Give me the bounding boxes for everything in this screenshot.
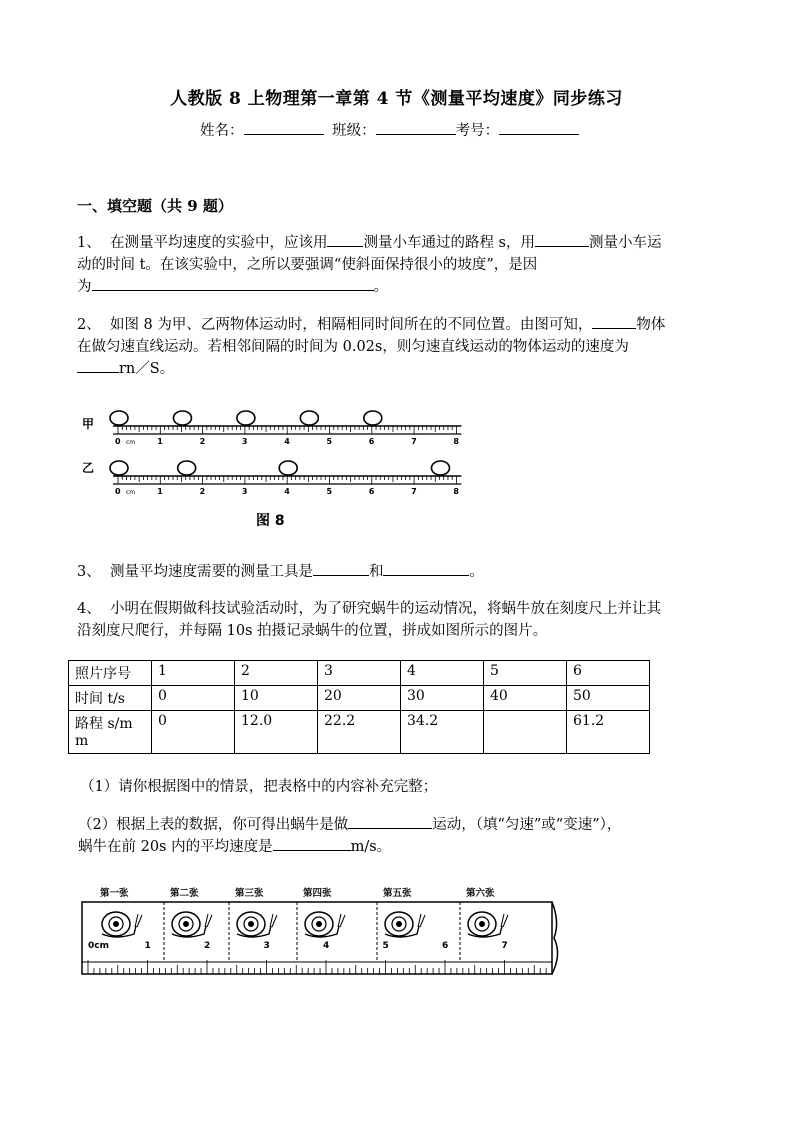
q2-line-3: rn／S。: [119, 361, 175, 377]
q1-text-1: 在测量平均速度的实验中，应该用: [109, 235, 328, 251]
class-label: 班级：: [332, 123, 376, 139]
snail-icon: [102, 912, 142, 937]
object-jia-position: [173, 411, 191, 425]
table-cell: 0: [152, 686, 235, 711]
q1-text-3: 测量小车运: [589, 235, 662, 251]
object-yi-position: [178, 461, 196, 475]
q1-text-2: 测量小车通过的路程 s，用: [363, 235, 536, 251]
jia-tick-label: 1: [157, 437, 163, 446]
jia-tick-label: 0: [115, 437, 121, 446]
table-cell: 10: [235, 686, 318, 711]
fig8-ruler-jia: [110, 411, 461, 446]
q2-text-1: 如图 8 为甲、乙两物体运动时，相隔相同时间所在的不同位置。由图可知，: [109, 317, 593, 333]
yi-tick-label: 5: [326, 487, 333, 496]
table-cell: 3: [318, 661, 401, 686]
snail-shell-center: [183, 921, 189, 927]
fig8-caption: 图 8: [256, 513, 285, 529]
snail-ruler-tick-label: 4: [323, 941, 330, 951]
name-field[interactable]: [244, 119, 324, 135]
q4-line-1: 小明在假期做科技试验活动时，为了研究蜗牛的运动情况，将蜗牛放在刻度尺上并让其: [109, 601, 661, 617]
snail-ruler-tick-label: 1: [144, 941, 151, 951]
table-cell: 20: [318, 686, 401, 711]
snail-shell-center: [396, 921, 402, 927]
fig8-label-jia: 甲: [82, 417, 95, 431]
object-jia-position: [237, 411, 255, 425]
name-label: 姓名：: [200, 123, 244, 139]
snail-data-table: [68, 660, 650, 754]
q1-blank-3[interactable]: [92, 276, 374, 291]
table-row: [69, 711, 650, 754]
jia-tick-label: 5: [326, 437, 333, 446]
yi-tick-label: 2: [199, 487, 206, 496]
snail-photo-label: 第二张: [170, 888, 199, 899]
snail-icon: [305, 912, 345, 937]
snail-ruler-tick-label: 3: [263, 941, 270, 951]
q2-text-2: 物体: [636, 317, 666, 333]
table-row: [69, 686, 650, 711]
table-cell: 12.0: [235, 711, 318, 754]
jia-tick-label: 2: [199, 437, 206, 446]
q4-sub-1: （1）请你根据图中的情景，把表格中的内容补充完整；: [80, 779, 438, 795]
snail-icon: [172, 912, 212, 937]
object-yi-position: [279, 461, 297, 475]
table-cell: 照片序号: [69, 661, 152, 686]
yi-unit-label: cm: [126, 489, 136, 496]
q4-number: 4、: [77, 601, 101, 617]
object-jia-position: [364, 411, 382, 425]
snail-photo-label: 第五张: [383, 888, 412, 899]
q4-blank-speed[interactable]: [273, 836, 351, 851]
table-cell: 5: [484, 661, 567, 686]
snail-photo-label: 第六张: [466, 888, 495, 899]
table-cell: [484, 711, 567, 754]
jia-tick-label: 6: [368, 437, 375, 446]
fig8-ruler-yi: [110, 461, 461, 496]
table-cell: 时间 t/s: [69, 686, 152, 711]
q2-line-2: 在做匀速直线运动。若相邻间隔的时间为 0.02s，则匀速直线运动的物体运动的速度为: [77, 339, 629, 355]
snail-photo-labels: [100, 887, 495, 899]
table-cell: 4: [401, 661, 484, 686]
object-yi-position: [110, 461, 128, 475]
exam-no-label: 考号：: [455, 123, 500, 139]
table-cell: 0: [152, 711, 235, 754]
table-cell: 22.2: [318, 711, 401, 754]
q3-text-3: 。: [469, 564, 484, 580]
yi-tick-label: 1: [157, 487, 163, 496]
snail-ruler-figure: [78, 882, 578, 982]
jia-unit-label: cm: [126, 439, 136, 446]
table-cell: 30: [401, 686, 484, 711]
q4-sub2-text-1: （2）根据上表的数据，你可得出蜗牛是做: [78, 817, 349, 833]
q4-line-2: 沿刻度尺爬行，并每隔 10s 拍摄记录蜗牛的位置，拼成如图所示的图片。: [77, 623, 548, 639]
yi-tick-label: 8: [453, 487, 459, 496]
exam-no-field[interactable]: [499, 119, 579, 135]
snail-shell-center: [113, 921, 119, 927]
snail-photo-label: 第三张: [235, 888, 264, 899]
yi-tick-label: 4: [284, 487, 290, 496]
q2-number: 2、: [77, 317, 101, 333]
snail-ruler-tick-label: 6: [442, 941, 449, 951]
snail-ruler-tick-label: 7: [501, 941, 508, 951]
snail-shell-center: [479, 921, 485, 927]
q1-number: 1、: [77, 235, 101, 251]
q4-sub2-text-3: 蜗牛在前 20s 内的平均速度是: [78, 839, 273, 855]
q3-blank-2[interactable]: [383, 561, 469, 576]
table-cell-empty[interactable]: 34.2: [401, 711, 484, 754]
q1-blank-1[interactable]: [327, 232, 363, 247]
jia-tick-label: 8: [453, 437, 459, 446]
snail-ruler-tick-label: 5: [382, 941, 389, 951]
class-field[interactable]: [376, 119, 456, 135]
table-cell: 6: [567, 661, 650, 686]
table-cell: 2: [235, 661, 318, 686]
q2-blank-2[interactable]: [77, 358, 119, 373]
jia-tick-label: 4: [284, 437, 290, 446]
q1-blank-2[interactable]: [535, 232, 589, 247]
snail-shell-center: [316, 921, 322, 927]
table-cell: 40: [484, 686, 567, 711]
q3-text-2: 和: [368, 564, 384, 580]
snail-shell-center: [248, 921, 254, 927]
yi-tick-label: 0: [115, 487, 121, 496]
yi-tick-label: 3: [241, 487, 248, 496]
figure-8: [78, 400, 478, 535]
jia-tick-label: 7: [411, 437, 417, 446]
object-jia-position: [300, 411, 318, 425]
table-cell: 路程 s/mm: [69, 711, 152, 754]
q1-line-3-suffix: 。: [373, 279, 388, 295]
page-title: 人教版 8 上物理第一章第 4 节《测量平均速度》同步练习: [170, 89, 623, 109]
question-3: [77, 561, 727, 583]
snail-photo-label: 第四张: [303, 888, 332, 899]
q4-blank-motion[interactable]: [348, 814, 432, 829]
q4-sub2-text-2: 运动，（填“匀速”或“变速”），: [432, 817, 622, 833]
table-cell: 61.2: [567, 711, 650, 754]
snail-icon: [385, 912, 425, 937]
q2-blank-1[interactable]: [592, 314, 636, 329]
q1-line-3-prefix: 为: [77, 279, 92, 295]
q4-sub-2: [78, 814, 758, 858]
question-1: [77, 232, 727, 298]
q3-text-1: 测量平均速度需要的测量工具是: [109, 564, 313, 580]
table-cell: 1: [152, 661, 235, 686]
snail-photo-label: 第一张: [100, 888, 129, 899]
snail-ruler-tick-label: 2: [204, 941, 211, 951]
question-4: [77, 598, 727, 642]
yi-tick-label: 7: [411, 487, 417, 496]
snail-icon: [468, 912, 508, 937]
object-jia-position: [110, 411, 128, 425]
table-row: [69, 661, 650, 686]
q3-number: 3、: [77, 564, 101, 580]
question-2: [77, 314, 727, 380]
snail-ruler: [82, 902, 558, 974]
snail-icon: [237, 912, 277, 937]
q1-line-2: 动的时间 t。在该实验中，之所以要强调“使斜面保持很小的坡度”，是因: [77, 257, 538, 273]
yi-tick-label: 6: [368, 487, 375, 496]
object-yi-position: [431, 461, 449, 475]
fig8-label-yi: 乙: [82, 461, 95, 475]
jia-tick-label: 3: [241, 437, 248, 446]
ruler-torn-edge: [552, 902, 558, 974]
snail-ruler-unit: 0cm: [88, 941, 109, 951]
table-cell: 50: [567, 686, 650, 711]
section-heading: 一、填空题（共 9 题）: [77, 197, 233, 215]
q4-sub2-text-4: m/s。: [350, 839, 392, 855]
q3-blank-1[interactable]: [313, 561, 369, 576]
student-info-line: [200, 119, 579, 140]
